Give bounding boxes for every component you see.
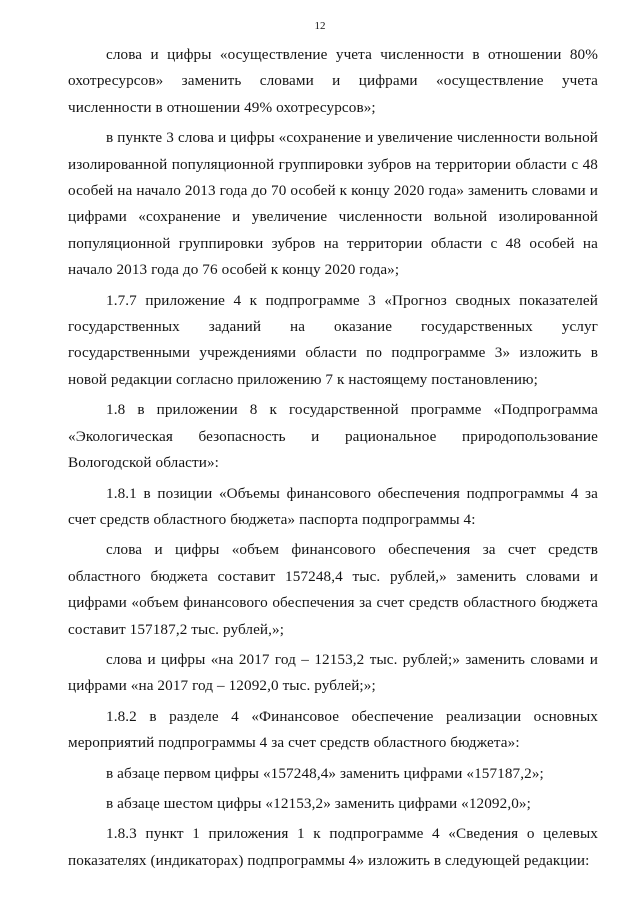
document-body [68,42,598,878]
paragraph: 1.7.7 приложение 4 к подпрограмме 3 «Прогноз сводных показателей государственных заданий на оказание государственных услуг государственными учреждениями области по подпрограмме 3» изложить в новой редакции согласно приложению 7 к настоящему постановлению; [68,291,598,388]
paragraph: в пункте 3 слова и цифры «сохранение и увеличение численности вольной изолированной популяционной группировки зубров на территории области с 48 особей на начало 2013 года до 70 особей к концу 2020 года» заменить словами и цифрами «сохранение и увеличение численности вольной изолированной популяционной группировки зубров на территории области с 48 особей на начало 2013 года до 76 особей к концу 2020 года»; [68,129,598,279]
paragraph: 1.8.2 в разделе 4 «Финансовое обеспечение реализации основных мероприятий подпрограммы 4 за счет средств областного бюджета»: [68,707,598,752]
paragraph: в абзаце первом цифры «157248,4» заменить цифрами «157187,2»; [106,764,544,782]
paragraph: 1.8.1 в позиции «Объемы финансового обеспечения подпрограммы 4 за счет средств областного бюджета» паспорта подпрограммы 4: [68,484,598,528]
page-number: 12 [314,20,326,32]
paragraph: слова и цифры «объем финансового обеспечения за счет средств областного бюджета составит 157248,4 тыс. рублей,» заменить словами и цифрами «объем финансового обеспечения за счет средств областного бюджета составит 157187,2 тыс. рублей,»; [68,541,598,638]
paragraph: слова и цифры «осуществление учета численности в отношении 80% охотресурсов» заменить словами и цифрами «осуществление учета численности в отношении 49% охотресурсов»; [68,46,598,116]
paragraph: в абзаце шестом цифры «12153,2» заменить цифрами «12092,0»; [106,794,531,812]
paragraph: слова и цифры «на 2017 год – 12153,2 тыс. рублей;» заменить словами и цифрами «на 2017 год – 12092,0 тыс. рублей;»; [68,650,598,695]
paragraph: 1.8 в приложении 8 к государственной программе «Подпрограмма «Экологическая безопасность и рациональное природопользование Вологодской области»: [68,401,598,472]
paragraph: 1.8.3 пункт 1 приложения 1 к подпрограмме 4 «Сведения о целевых показателях (индикаторах) подпрограммы 4» изложить в следующей редакции: [68,825,598,869]
